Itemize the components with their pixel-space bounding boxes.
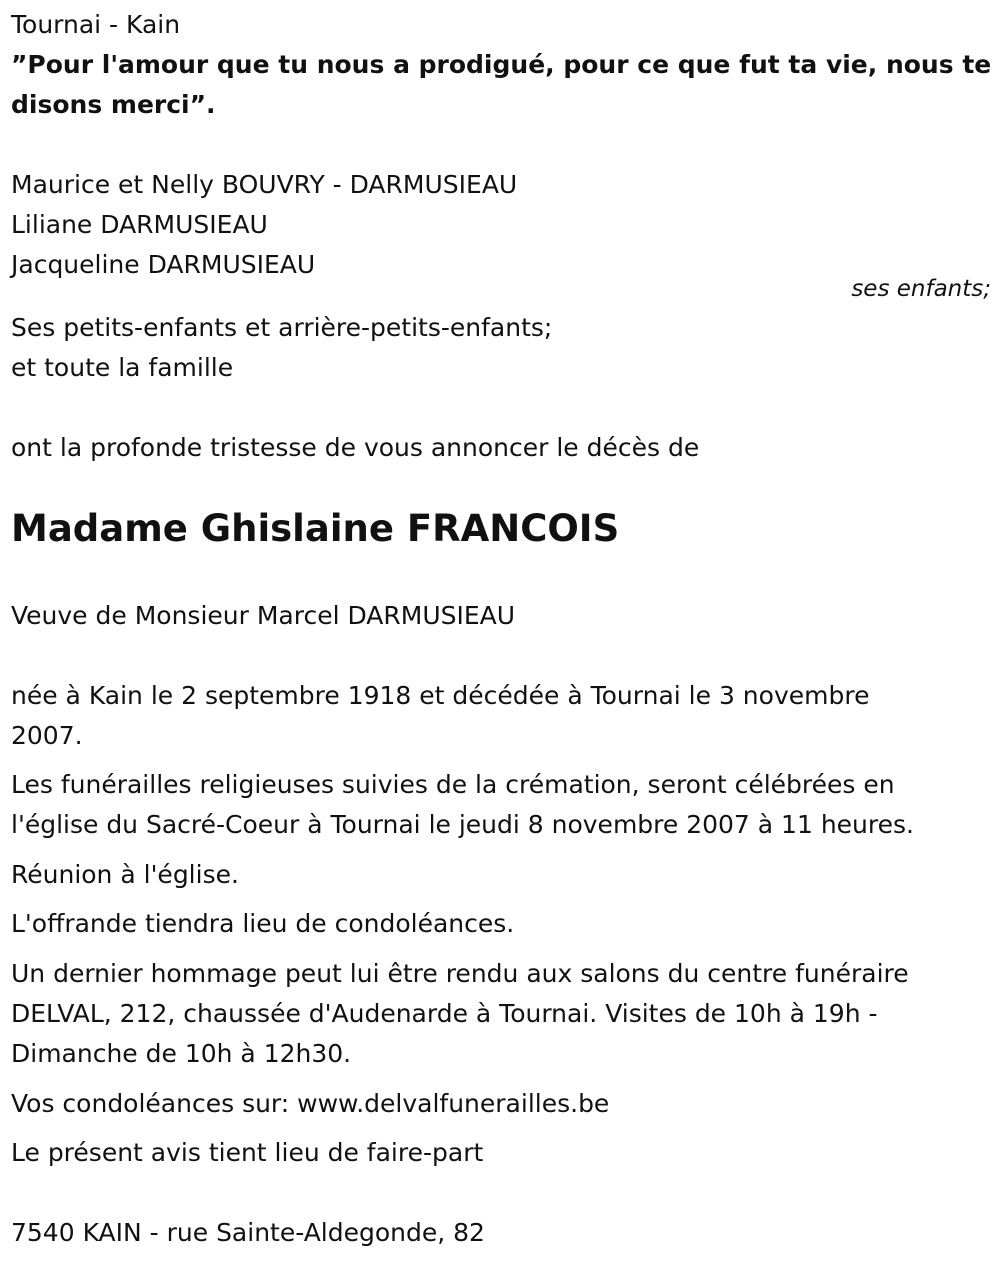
birth-death-line-2: 2007. xyxy=(11,721,83,750)
family-line: et toute la famille xyxy=(11,353,234,382)
ceremony-line-2: l'église du Sacré-Coeur à Tournai le jeudi 8 novembre 2007 à 11 heures. xyxy=(11,810,914,839)
child-name-1: Maurice et Nelly BOUVRY - DARMUSIEAU xyxy=(11,170,518,199)
deceased-name: Madame Ghislaine FRANCOIS xyxy=(11,507,620,550)
ceremony-line-1: Les funérailles religieuses suivies de la crémation, seront célébrées en xyxy=(11,770,895,799)
birth-death-line-1: née à Kain le 2 septembre 1918 et décédée à Tournai le 3 novembre xyxy=(11,681,870,710)
condolences-line xyxy=(11,1084,609,1124)
notice-line: Le présent avis tient lieu de faire-part xyxy=(11,1138,484,1167)
address-line: 7540 KAIN - rue Sainte-Aldegonde, 82 xyxy=(11,1218,485,1247)
quote-line-1: ”Pour l'amour que tu nous a prodigué, pour ce que fut ta vie, nous te xyxy=(11,50,992,79)
grandchildren-line: Ses petits-enfants et arrière-petits-enfants; xyxy=(11,313,553,342)
child-name-3: Jacqueline DARMUSIEAU xyxy=(11,250,316,279)
condolences-label: Vos condoléances sur: xyxy=(11,1089,298,1118)
tribute-line-2: DELVAL, 212, chaussée d'Audenarde à Tournai. Visites de 10h à 19h - xyxy=(11,999,878,1028)
children-role: ses enfants; xyxy=(851,276,991,302)
tribute-line-1: Un dernier hommage peut lui être rendu aux salons du centre funéraire xyxy=(11,959,909,988)
condolences-link[interactable]: www.delvalfunerailles.be xyxy=(297,1089,610,1118)
location-heading: Tournai - Kain xyxy=(11,10,181,39)
offering-line: L'offrande tiendra lieu de condoléances. xyxy=(11,909,515,938)
quote-line-2: disons merci”. xyxy=(11,90,216,119)
meeting-line: Réunion à l'église. xyxy=(11,860,239,889)
tribute-line-3: Dimanche de 10h à 12h30. xyxy=(11,1039,352,1068)
widow-of-line: Veuve de Monsieur Marcel DARMUSIEAU xyxy=(11,601,516,630)
child-name-2: Liliane DARMUSIEAU xyxy=(11,210,268,239)
announcement-text: ont la profonde tristesse de vous annoncer le décès de xyxy=(11,433,700,462)
